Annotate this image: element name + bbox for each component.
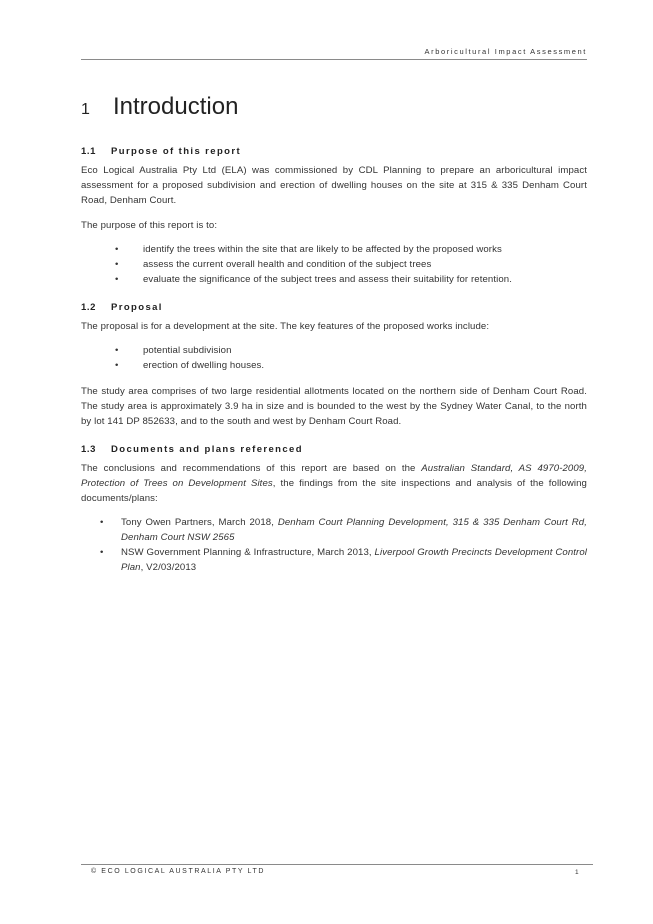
list-item: • potential subdivision (81, 343, 587, 358)
proposal-list (81, 343, 587, 373)
section-heading-1-2 (81, 302, 587, 314)
list-item: • evaluate the significance of the subject trees and assess their suitability for retention. (81, 272, 587, 287)
study-area-paragraph: The study area comprises of two large residential allotments located on the northern side of Denham Court Road. The study area is approximately 3.9 ha in size and is bounded to the west by the Sydney Water Canal, to the north by lot 141 DP 852633, and to the south and west by Denham Court Road. (81, 386, 587, 427)
footer-copyright: © ECO LOGICAL AUSTRALIA PTY LTD (91, 868, 266, 875)
purpose-paragraph: Eco Logical Australia Pty Ltd (ELA) was commissioned by CDL Planning to prepare an arboricultural impact assessment for a proposed subdivision and erection of dwelling houses on the site at 315 & 335 Denham Court Road, Denham Court. (81, 165, 587, 206)
section-number: 1.3 (81, 444, 97, 455)
section-title: Proposal (111, 302, 163, 313)
running-header: Arboricultural Impact Assessment (424, 47, 587, 56)
list-item: • identify the trees within the site that are likely to be affected by the proposed works (81, 242, 587, 257)
documents-paragraph: The conclusions and recommendations of this report are based on the Australian Standard, AS 4970-2009, Protection of Trees on Development Sites, the findings from the site inspections and analysis of the following documents/plans: (81, 463, 587, 504)
header-rule (81, 59, 587, 60)
section-number: 1.1 (81, 146, 97, 157)
footer-rule (81, 864, 593, 865)
purpose-intro: The purpose of this report is to: (81, 220, 218, 231)
documents-list (81, 515, 587, 575)
section-heading-1-3 (81, 444, 587, 456)
purpose-list (81, 242, 587, 287)
standard-reference: Australian Standard, AS 4970-2009, Protection of Trees on Development Sites (81, 463, 587, 489)
section-heading-1-1 (81, 146, 587, 158)
proposal-intro: The proposal is for a development at the site. The key features of the proposed works include: (81, 321, 490, 332)
page-number: 1 (575, 869, 579, 876)
chapter-title: Introduction (113, 93, 239, 120)
list-item: • assess the current overall health and condition of the subject trees (81, 257, 587, 272)
list-item: • Tony Owen Partners, March 2018, Denham Court Planning Development, 315 & 335 Denham Court Rd, Denham Court NSW 2565 (81, 515, 587, 545)
section-number: 1.2 (81, 302, 97, 313)
section-title: Purpose of this report (111, 146, 242, 157)
chapter-heading (81, 92, 587, 125)
page-content (81, 92, 587, 575)
section-title: Documents and plans referenced (111, 444, 303, 455)
list-item: • erection of dwelling houses. (81, 358, 587, 373)
chapter-number: 1 (81, 101, 90, 118)
list-item: • NSW Government Planning & Infrastructure, March 2013, Liverpool Growth Precincts Development Control Plan, V2/03/2013 (81, 545, 587, 575)
